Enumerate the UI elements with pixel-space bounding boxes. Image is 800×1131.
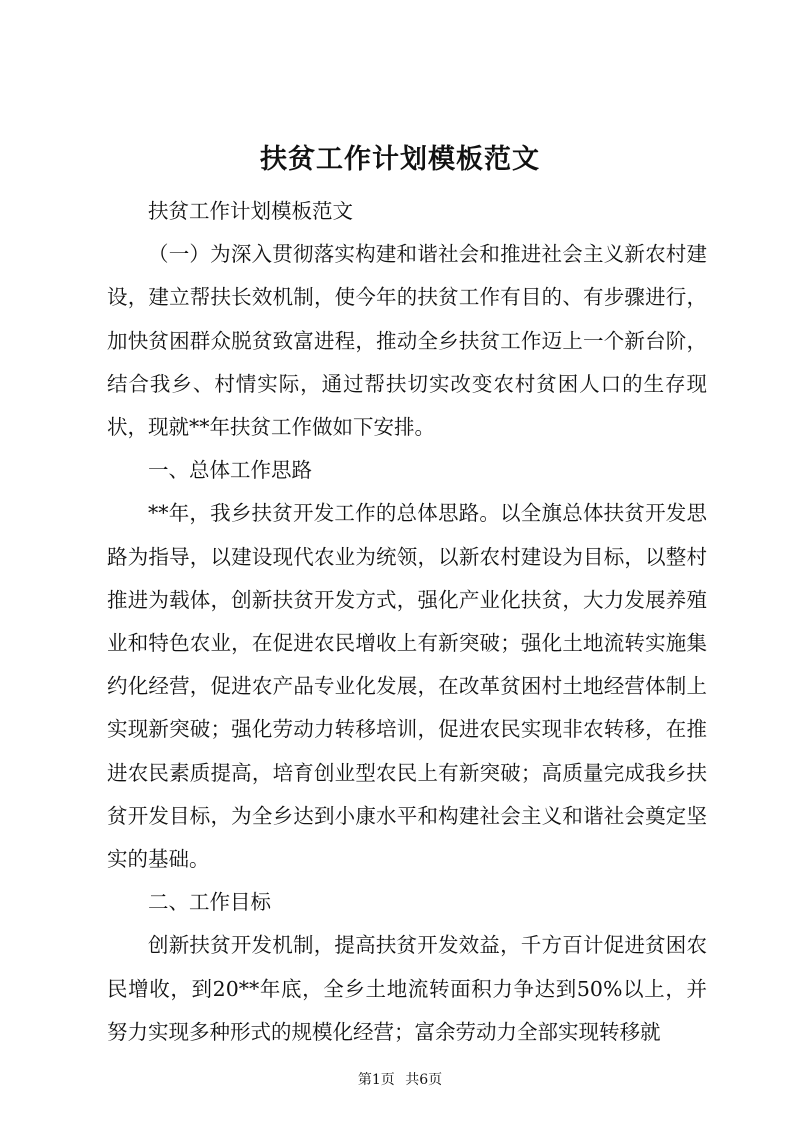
heading-work-goals: 二、工作目标 (148, 890, 271, 915)
paragraph-work-goals: 创新扶贫开发机制，提高扶贫开发效益，千方百计促进贫困农民增收，到20**年底，全乡土地流转面积力争达到50%以上，并努力实现多种形式的规模化经营；富余劳动力全部实现转移就 (107, 933, 707, 1044)
paragraph-intro: （一）为深入贯彻落实构建和谐社会和推进社会主义新农村建设，建立帮扶长效机制，使今年的扶贫工作有目的、有步骤进行，加快贫困群众脱贫致富进程，推动全乡扶贫工作迈上一个新台阶，结合我乡、村情实际，通过帮扶切实改变农村贫困人口的生存现状，现就**年扶贫工作做如下安排。 (107, 242, 707, 440)
document-body (107, 190, 707, 1054)
page-total: 共6页 (405, 1072, 443, 1088)
paragraph-overall-approach: **年，我乡扶贫开发工作的总体思路。以全旗总体扶贫开发思路为指导，以建设现代农业为统领，以新农村建设为目标，以整村推进为载体，创新扶贫开发方式，强化产业化扶贫，大力发展养殖业和特色农业，在促进农民增收上有新突破；强化土地流转实施集约化经营，促进农产品专业化发展，在改革贫困村土地经营体制上实现新突破；强化劳动力转移培训，促进农民实现非农转移，在推进农民素质提高，培育创业型农民上有新突破；高质量完成我乡扶贫开发目标，为全乡达到小康水平和构建社会主义和谐社会奠定坚实的基础。 (107, 501, 707, 872)
page-footer (0, 1070, 800, 1090)
heading-overall-approach: 一、总体工作思路 (148, 458, 312, 483)
page-number: 第1页 (357, 1072, 395, 1088)
paragraph-subtitle: 扶贫工作计划模板范文 (148, 199, 353, 223)
document-title: 扶贫工作计划模板范文 (260, 144, 540, 175)
